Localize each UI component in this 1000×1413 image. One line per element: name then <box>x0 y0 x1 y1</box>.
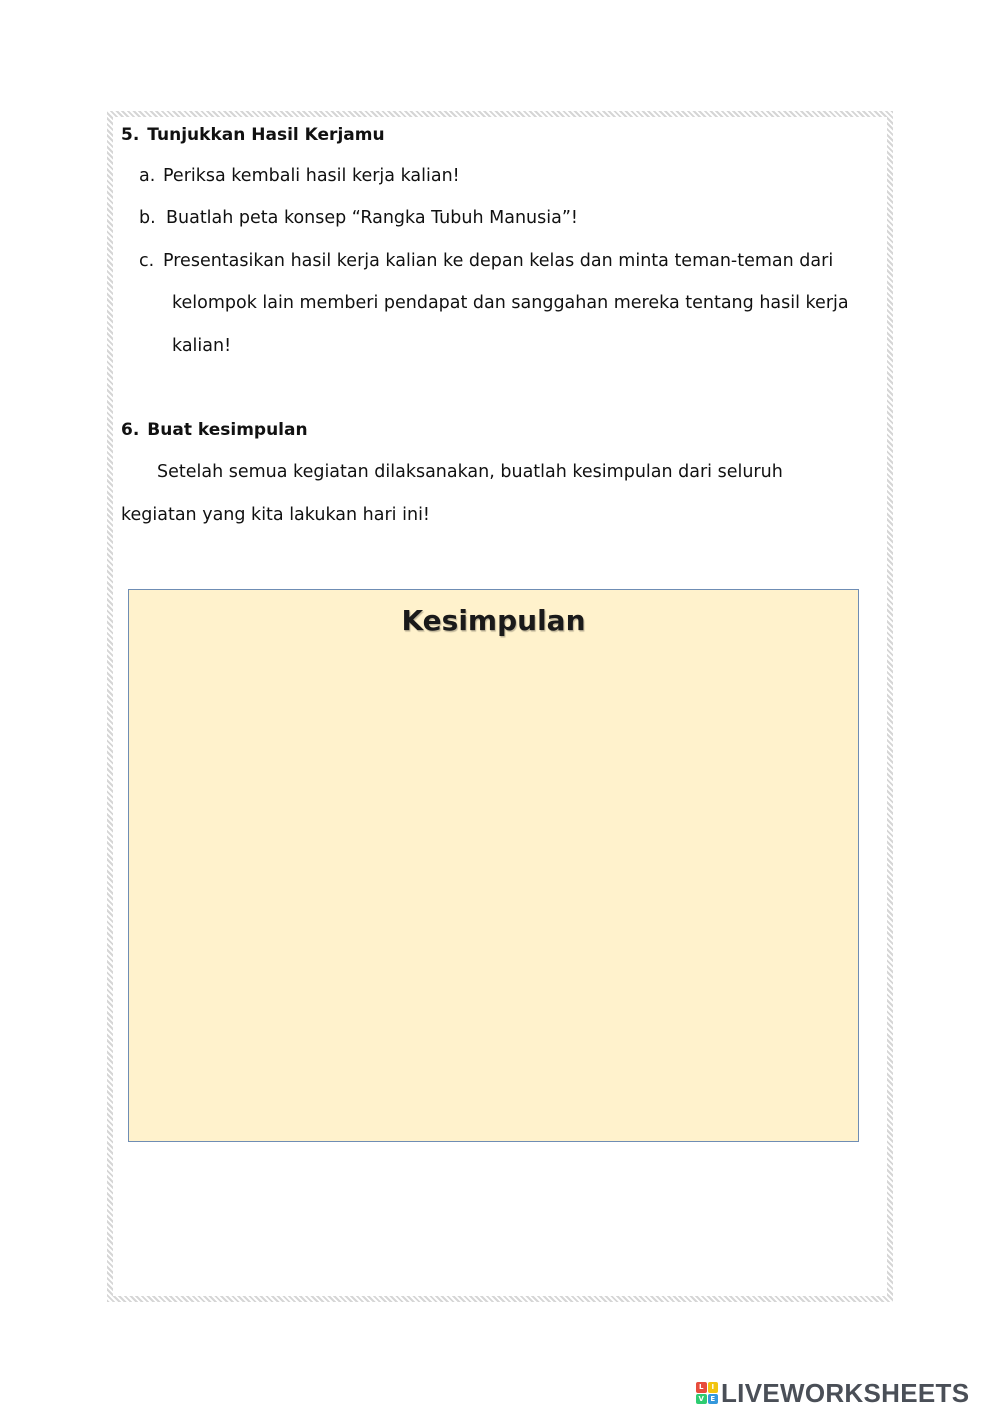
item-b-marker: b. <box>139 208 156 228</box>
logo-letter-v: V <box>696 1394 707 1405</box>
section-6-title: Buat kesimpulan <box>147 420 308 440</box>
liveworksheets-logo-icon <box>696 1382 718 1404</box>
item-a-text: Periksa kembali hasil kerja kalian! <box>163 166 460 186</box>
liveworksheets-wordmark: LIVEWORKSHEETS <box>721 1377 970 1408</box>
item-b-text: Buatlah peta konsep “Rangka Tubuh Manusia”! <box>166 208 578 228</box>
conclusion-box-content[interactable] <box>149 660 838 1121</box>
section-5-number: 5. <box>121 125 140 145</box>
logo-letter-e: E <box>708 1394 719 1405</box>
item-a <box>139 166 460 186</box>
section-5-heading <box>121 125 385 145</box>
item-c <box>139 251 833 271</box>
section-6-heading <box>121 420 308 440</box>
conclusion-answer-box[interactable] <box>128 589 859 1142</box>
item-c-text-line-2: kelompok lain memberi pendapat dan sanggahan mereka tentang hasil kerja <box>172 293 849 313</box>
section-5-title: Tunjukkan Hasil Kerjamu <box>147 125 385 145</box>
liveworksheets-brand <box>696 1378 969 1408</box>
logo-letter-i: I <box>708 1382 719 1393</box>
conclusion-box-title: Kesimpulan <box>401 604 586 637</box>
item-c-text-line-3: kalian! <box>172 336 232 356</box>
item-c-text-line-1: Presentasikan hasil kerja kalian ke depan kelas dan minta teman-teman dari <box>163 251 834 271</box>
section-6-paragraph-line-2: kegiatan yang kita lakukan hari ini! <box>121 505 430 525</box>
section-6-number: 6. <box>121 420 140 440</box>
section-6-paragraph-line-1: Setelah semua kegiatan dilaksanakan, buatlah kesimpulan dari seluruh <box>157 462 783 482</box>
item-a-marker: a. <box>139 166 156 186</box>
item-c-marker: c. <box>139 251 155 271</box>
logo-letter-l: L <box>696 1382 707 1393</box>
item-b <box>139 208 578 228</box>
